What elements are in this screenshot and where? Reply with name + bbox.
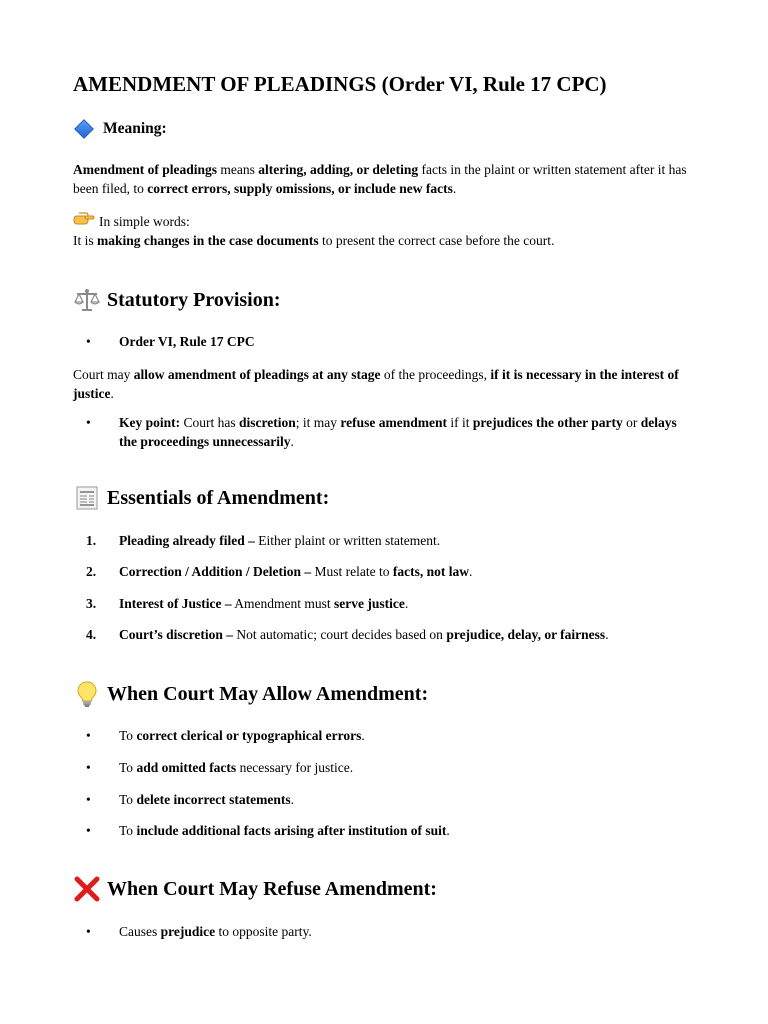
bold-text: add omitted facts (136, 760, 237, 775)
bold-text: correct errors, supply omissions, or include new facts (147, 181, 453, 196)
red-cross-icon (73, 875, 101, 903)
bold-text: delete incorrect statements (136, 792, 291, 807)
simple-words-label: In simple words: (99, 214, 190, 229)
bullet-mark: • (86, 415, 91, 430)
text-run: . (290, 434, 294, 449)
meaning-heading-text: Meaning: (103, 120, 167, 137)
list-item-text (119, 413, 689, 451)
text-run: . (361, 728, 365, 743)
text-run: ; it may (295, 415, 341, 430)
list-item-text (119, 531, 689, 550)
text-run: . (404, 596, 409, 611)
bold-text: Amendment of pleadings (73, 162, 218, 177)
text-run: facts in the plaint or written statement after it has been filed, to (73, 162, 687, 196)
text-run: . (290, 792, 294, 807)
text-run: Amendment must (231, 596, 334, 611)
text-run: To (119, 760, 137, 775)
bold-text: discretion (239, 415, 296, 430)
refuse-heading-text: When Court May Refuse Amendment: (107, 877, 437, 900)
list-item-text (119, 594, 689, 613)
text-run: To (119, 728, 137, 743)
text-run: of the proceedings, (380, 367, 491, 382)
bold-text: if it is necessary in the interest of justice (73, 367, 679, 401)
bullet-mark: • (86, 728, 91, 743)
text-run: To (119, 792, 137, 807)
blue-diamond-icon (74, 119, 94, 139)
text-run: Not automatic; court decides based on (233, 627, 447, 642)
bold-text: facts, not law (392, 564, 469, 579)
page-title: AMENDMENT OF PLEADINGS (Order VI, Rule 17 CPC) (73, 72, 607, 96)
text-run: means (217, 162, 259, 177)
meaning-paragraph (73, 160, 693, 198)
scales-icon (73, 286, 101, 314)
text-run: Court may (73, 367, 134, 382)
list-number: 1. (86, 533, 97, 548)
list-item-text (119, 625, 689, 644)
text-run: Causes (119, 924, 161, 939)
bold-text: Court’s discretion – (119, 627, 233, 642)
statutory-paragraph (73, 365, 693, 403)
bullet-mark: • (86, 792, 91, 807)
bold-text: making changes in the case documents (97, 233, 319, 248)
bold-text: delays the proceedings unnecessarily (119, 415, 677, 449)
bold-text: prejudice (160, 924, 216, 939)
bullet-mark: • (86, 334, 91, 349)
bold-text: allow amendment of pleadings at any stage (133, 367, 381, 382)
text-run: Either plaint or written statement. (254, 533, 441, 548)
list-item-text (119, 332, 689, 351)
text-run: Must relate to (311, 564, 393, 579)
light-bulb-icon (73, 680, 101, 708)
bullet-mark: • (86, 760, 91, 775)
list-item-text (119, 821, 689, 840)
list-item-text (119, 726, 689, 745)
pointing-hand-icon (73, 212, 95, 231)
text-run: . (452, 181, 457, 196)
text-run: if it (447, 415, 473, 430)
receipt-icon (73, 484, 101, 512)
bold-text: refuse amendment (340, 415, 447, 430)
text-run: It is (73, 233, 98, 248)
list-number: 2. (86, 564, 97, 579)
bullet-mark: • (86, 823, 91, 838)
meaning-heading (73, 120, 167, 138)
essentials-heading (73, 484, 329, 512)
bold-text: correct clerical or typographical errors (136, 728, 362, 743)
text-run: necessary for justice. (236, 760, 354, 775)
bold-text: serve justice (333, 596, 405, 611)
list-number: 4. (86, 627, 97, 642)
simple-words-paragraph (73, 231, 693, 250)
bold-text: prejudice, delay, or fairness (446, 627, 606, 642)
text-run: To (119, 823, 137, 838)
bold-text: Order VI, Rule 17 CPC (119, 334, 255, 349)
list-number: 3. (86, 596, 97, 611)
bold-text: Pleading already filed – (119, 533, 255, 548)
text-run: . (446, 823, 450, 838)
list-item-text (119, 922, 689, 941)
text-run: . (605, 627, 609, 642)
text-run: to opposite party. (215, 924, 312, 939)
refuse-heading (73, 875, 437, 903)
allow-heading (73, 680, 428, 708)
bold-text: altering, adding, or deleting (258, 162, 419, 177)
bold-text: Key point: (119, 415, 181, 430)
bullet-mark: • (86, 924, 91, 939)
list-item-text (119, 758, 689, 777)
text-run: to present the correct case before the court. (318, 233, 555, 248)
allow-heading-text: When Court May Allow Amendment: (107, 682, 429, 705)
list-item-text (119, 790, 689, 809)
bold-text: prejudices the other party (472, 415, 623, 430)
statutory-heading (73, 286, 281, 314)
text-run: . (110, 386, 114, 401)
text-run: or (622, 415, 641, 430)
bold-text: Correction / Addition / Deletion – (119, 564, 312, 579)
essentials-heading-text: Essentials of Amendment: (107, 486, 330, 509)
simple-words-line (73, 212, 693, 231)
list-item-text (119, 562, 689, 581)
text-run: Court has (180, 415, 240, 430)
statutory-heading-text: Statutory Provision: (107, 288, 281, 311)
bold-text: Interest of Justice – (119, 596, 232, 611)
text-run: . (468, 564, 473, 579)
bold-text: include additional facts arising after institution of suit (136, 823, 447, 838)
